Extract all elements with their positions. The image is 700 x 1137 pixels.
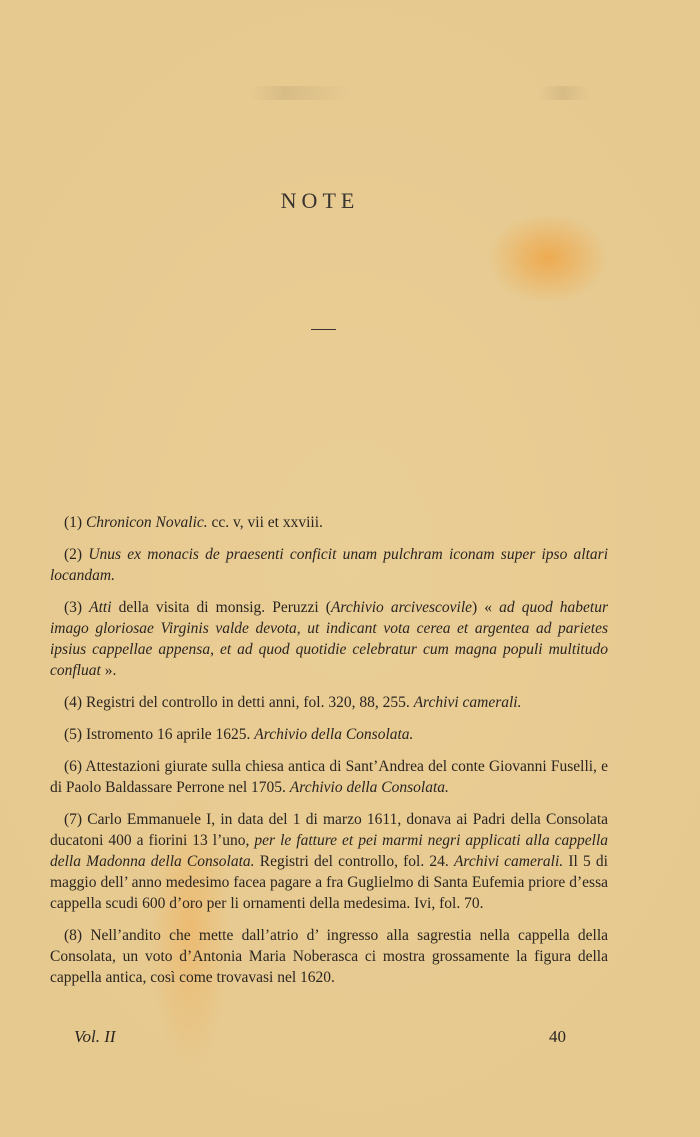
note-text: ) « [472,599,500,616]
volume-label: Vol. II [74,1027,116,1046]
title-rule [311,329,336,330]
note-text: Carlo Emmanuele I, in data del 1 di marzo 1611, donava ai Padri della Consolata ducatoni 400 a fiorini 13 l’uno, [50,811,608,849]
note-item [50,512,608,533]
note-number: (2) [64,546,89,563]
note-italic-text: Archivio della Consolata. [289,779,449,796]
page-title: NOTE [280,188,360,213]
note-item [50,925,608,988]
note-number: (4) [64,694,86,711]
note-italic-text: Chronicon Novalic. [85,514,208,531]
note-italic-text: Archivio della Consolata. [254,726,414,743]
note-italic-text: Unus ex monacis de praesenti conficit unam pulchram iconam super ipso altari locandam. [50,546,608,584]
bleed-through-header [250,86,590,100]
note-italic-text: Archivi camerali. [413,694,522,711]
note-italic-text: Atti [89,599,112,616]
note-item [50,544,608,586]
note-italic-text: Archivio arcivescovile [330,599,473,616]
notes-list [50,512,608,999]
note-number: (7) [64,811,88,828]
note-item [50,809,608,914]
note-number: (6) [64,758,86,775]
note-number: (1) [64,514,86,531]
note-text: Nell’andito che mette dall’atrio d’ ingresso alla sagrestia nella cappella della Consolata, un voto d’Antonia Maria Noberasca ci mostra grossamente la figura della cappella antica, così come trovavasi nel 1620. [50,927,609,986]
note-item [50,756,608,798]
note-text: della visita di monsig. Peruzzi ( [111,599,331,616]
note-text: Il 5 di maggio dell’ anno medesimo facea pagare a fra Guglielmo di Santa Eufemia priore d’essa cappella scudi 600 d’oro per li ornamenti della medesima. Ivi, fol. 70. [50,853,608,912]
note-number: (8) [64,927,91,944]
note-text: ». [100,662,117,679]
note-text: Registri del controllo in detti anni, fol. 320, 88, 255. [85,694,414,711]
note-item [50,724,608,745]
note-italic-text: per le fatture et pei marmi negri applicati alla cappella della Madonna della Consolata. [50,832,608,870]
note-number: (5) [64,726,86,743]
note-item [50,692,608,713]
note-item [50,597,608,681]
note-text: Attestazioni giurate sulla chiesa antica di Sant’Andrea del conte Giovanni Fuselli, e di Paolo Baldassare Perrone nel 1705. [50,758,609,796]
page-footer [74,1027,566,1047]
note-number: (3) [64,599,90,616]
note-text: Istromento 16 aprile 1625. [85,726,255,743]
note-italic-text: Archivi camerali. [453,853,564,870]
signature-number: 40 [549,1027,566,1046]
note-text: cc. v, vii et xxviii. [207,514,323,531]
note-text: Registri del controllo, fol. 24. [254,853,454,870]
note-italic-text: ad quod habetur imago gloriosae Virginis valde devota, ut indicant vota cerea et argentea ad parietes ipsius cappellae appensa, et ad quod quotidie celebratur cum magna populi multitudo confluat [50,599,609,679]
